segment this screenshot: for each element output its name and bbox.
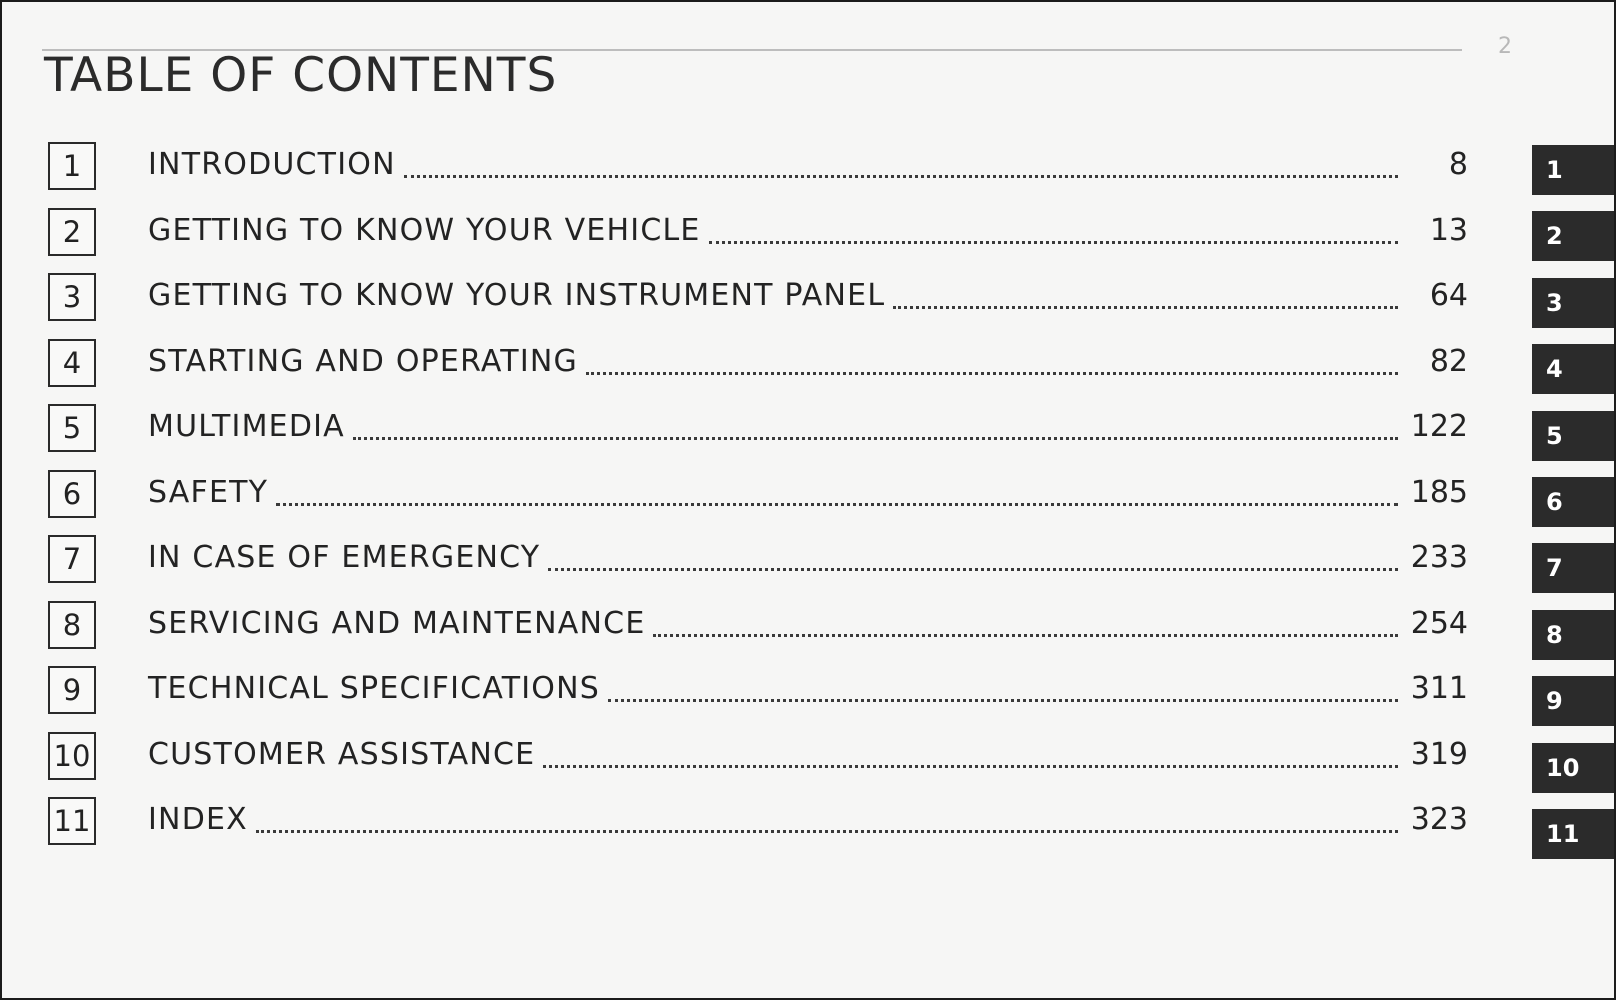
- chapter-tab[interactable]: 1: [1532, 145, 1616, 195]
- chapter-tab[interactable]: 8: [1532, 610, 1616, 660]
- chapter-number-box: 2: [48, 208, 96, 256]
- chapter-number-box: 4: [48, 339, 96, 387]
- toc-entry[interactable]: [48, 797, 1468, 863]
- toc-entry[interactable]: [48, 666, 1468, 732]
- page-number: 64: [1429, 278, 1468, 313]
- chapter-number-box: 6: [48, 470, 96, 518]
- dot-leader: [608, 666, 1398, 702]
- page-number: 233: [1410, 540, 1468, 575]
- page-number: 185: [1410, 474, 1468, 510]
- toc-entry[interactable]: [48, 142, 1468, 208]
- dot-leader: [586, 339, 1398, 375]
- chapter-number-box: 3: [48, 273, 96, 321]
- dot-leader: [353, 404, 1398, 440]
- chapter-tab[interactable]: 5: [1532, 411, 1616, 461]
- chapter-title: SAFETY: [148, 474, 269, 510]
- page-title: TABLE OF CONTENTS: [44, 48, 558, 103]
- chapter-number-box: 9: [48, 666, 96, 714]
- toc-entry[interactable]: [48, 732, 1468, 798]
- chapter-number-box: 8: [48, 601, 96, 649]
- chapter-tab[interactable]: 11: [1532, 809, 1616, 859]
- chapter-tab[interactable]: 2: [1532, 211, 1616, 261]
- chapter-title: IN CASE OF EMERGENCY: [148, 540, 541, 575]
- chapter-title: SERVICING AND MAINTENANCE: [148, 605, 646, 641]
- chapter-number-box: 11: [48, 797, 96, 845]
- chapter-number-box: 5: [48, 404, 96, 452]
- chapter-number-box: 10: [48, 732, 96, 780]
- page-number: 82: [1429, 343, 1468, 379]
- chapter-title: GETTING TO KNOW YOUR VEHICLE: [148, 212, 701, 248]
- chapter-tab[interactable]: 10: [1532, 743, 1616, 793]
- page-number: 122: [1410, 409, 1468, 444]
- page-number: 8: [1448, 147, 1468, 182]
- chapter-tab[interactable]: 6: [1532, 477, 1616, 527]
- table-of-contents: [48, 142, 1468, 863]
- page-number: 319: [1410, 736, 1468, 772]
- chapter-title: TECHNICAL SPECIFICATIONS: [148, 671, 600, 706]
- chapter-title: INTRODUCTION: [148, 147, 396, 182]
- toc-entry[interactable]: [48, 601, 1468, 667]
- dot-leader: [276, 470, 1398, 506]
- toc-entry[interactable]: [48, 273, 1468, 339]
- dot-leader: [404, 142, 1398, 178]
- toc-entry[interactable]: [48, 208, 1468, 274]
- chapter-tab[interactable]: 7: [1532, 543, 1616, 593]
- dot-leader: [256, 797, 1398, 833]
- page-number: 13: [1429, 212, 1468, 248]
- dot-leader: [709, 208, 1398, 244]
- dot-leader: [653, 601, 1398, 637]
- dot-leader: [548, 535, 1398, 571]
- corner-mark: 2: [1498, 34, 1512, 59]
- toc-entry[interactable]: [48, 535, 1468, 601]
- chapter-title: STARTING AND OPERATING: [148, 343, 578, 379]
- chapter-title: CUSTOMER ASSISTANCE: [148, 736, 536, 772]
- page-number: 254: [1410, 605, 1468, 641]
- page-number: 311: [1410, 671, 1468, 706]
- chapter-title: INDEX: [148, 802, 248, 837]
- chapter-tab[interactable]: 4: [1532, 344, 1616, 394]
- toc-entry[interactable]: [48, 404, 1468, 470]
- chapter-title: GETTING TO KNOW YOUR INSTRUMENT PANEL: [148, 278, 886, 313]
- chapter-title: MULTIMEDIA: [148, 409, 345, 444]
- chapter-tab[interactable]: 3: [1532, 278, 1616, 328]
- dot-leader: [543, 732, 1398, 768]
- toc-entry[interactable]: [48, 339, 1468, 405]
- dot-leader: [893, 273, 1398, 309]
- page-number: 323: [1410, 802, 1468, 837]
- chapter-number-box: 1: [48, 142, 96, 190]
- chapter-tab[interactable]: 9: [1532, 676, 1616, 726]
- toc-entry[interactable]: [48, 470, 1468, 536]
- chapter-number-box: 7: [48, 535, 96, 583]
